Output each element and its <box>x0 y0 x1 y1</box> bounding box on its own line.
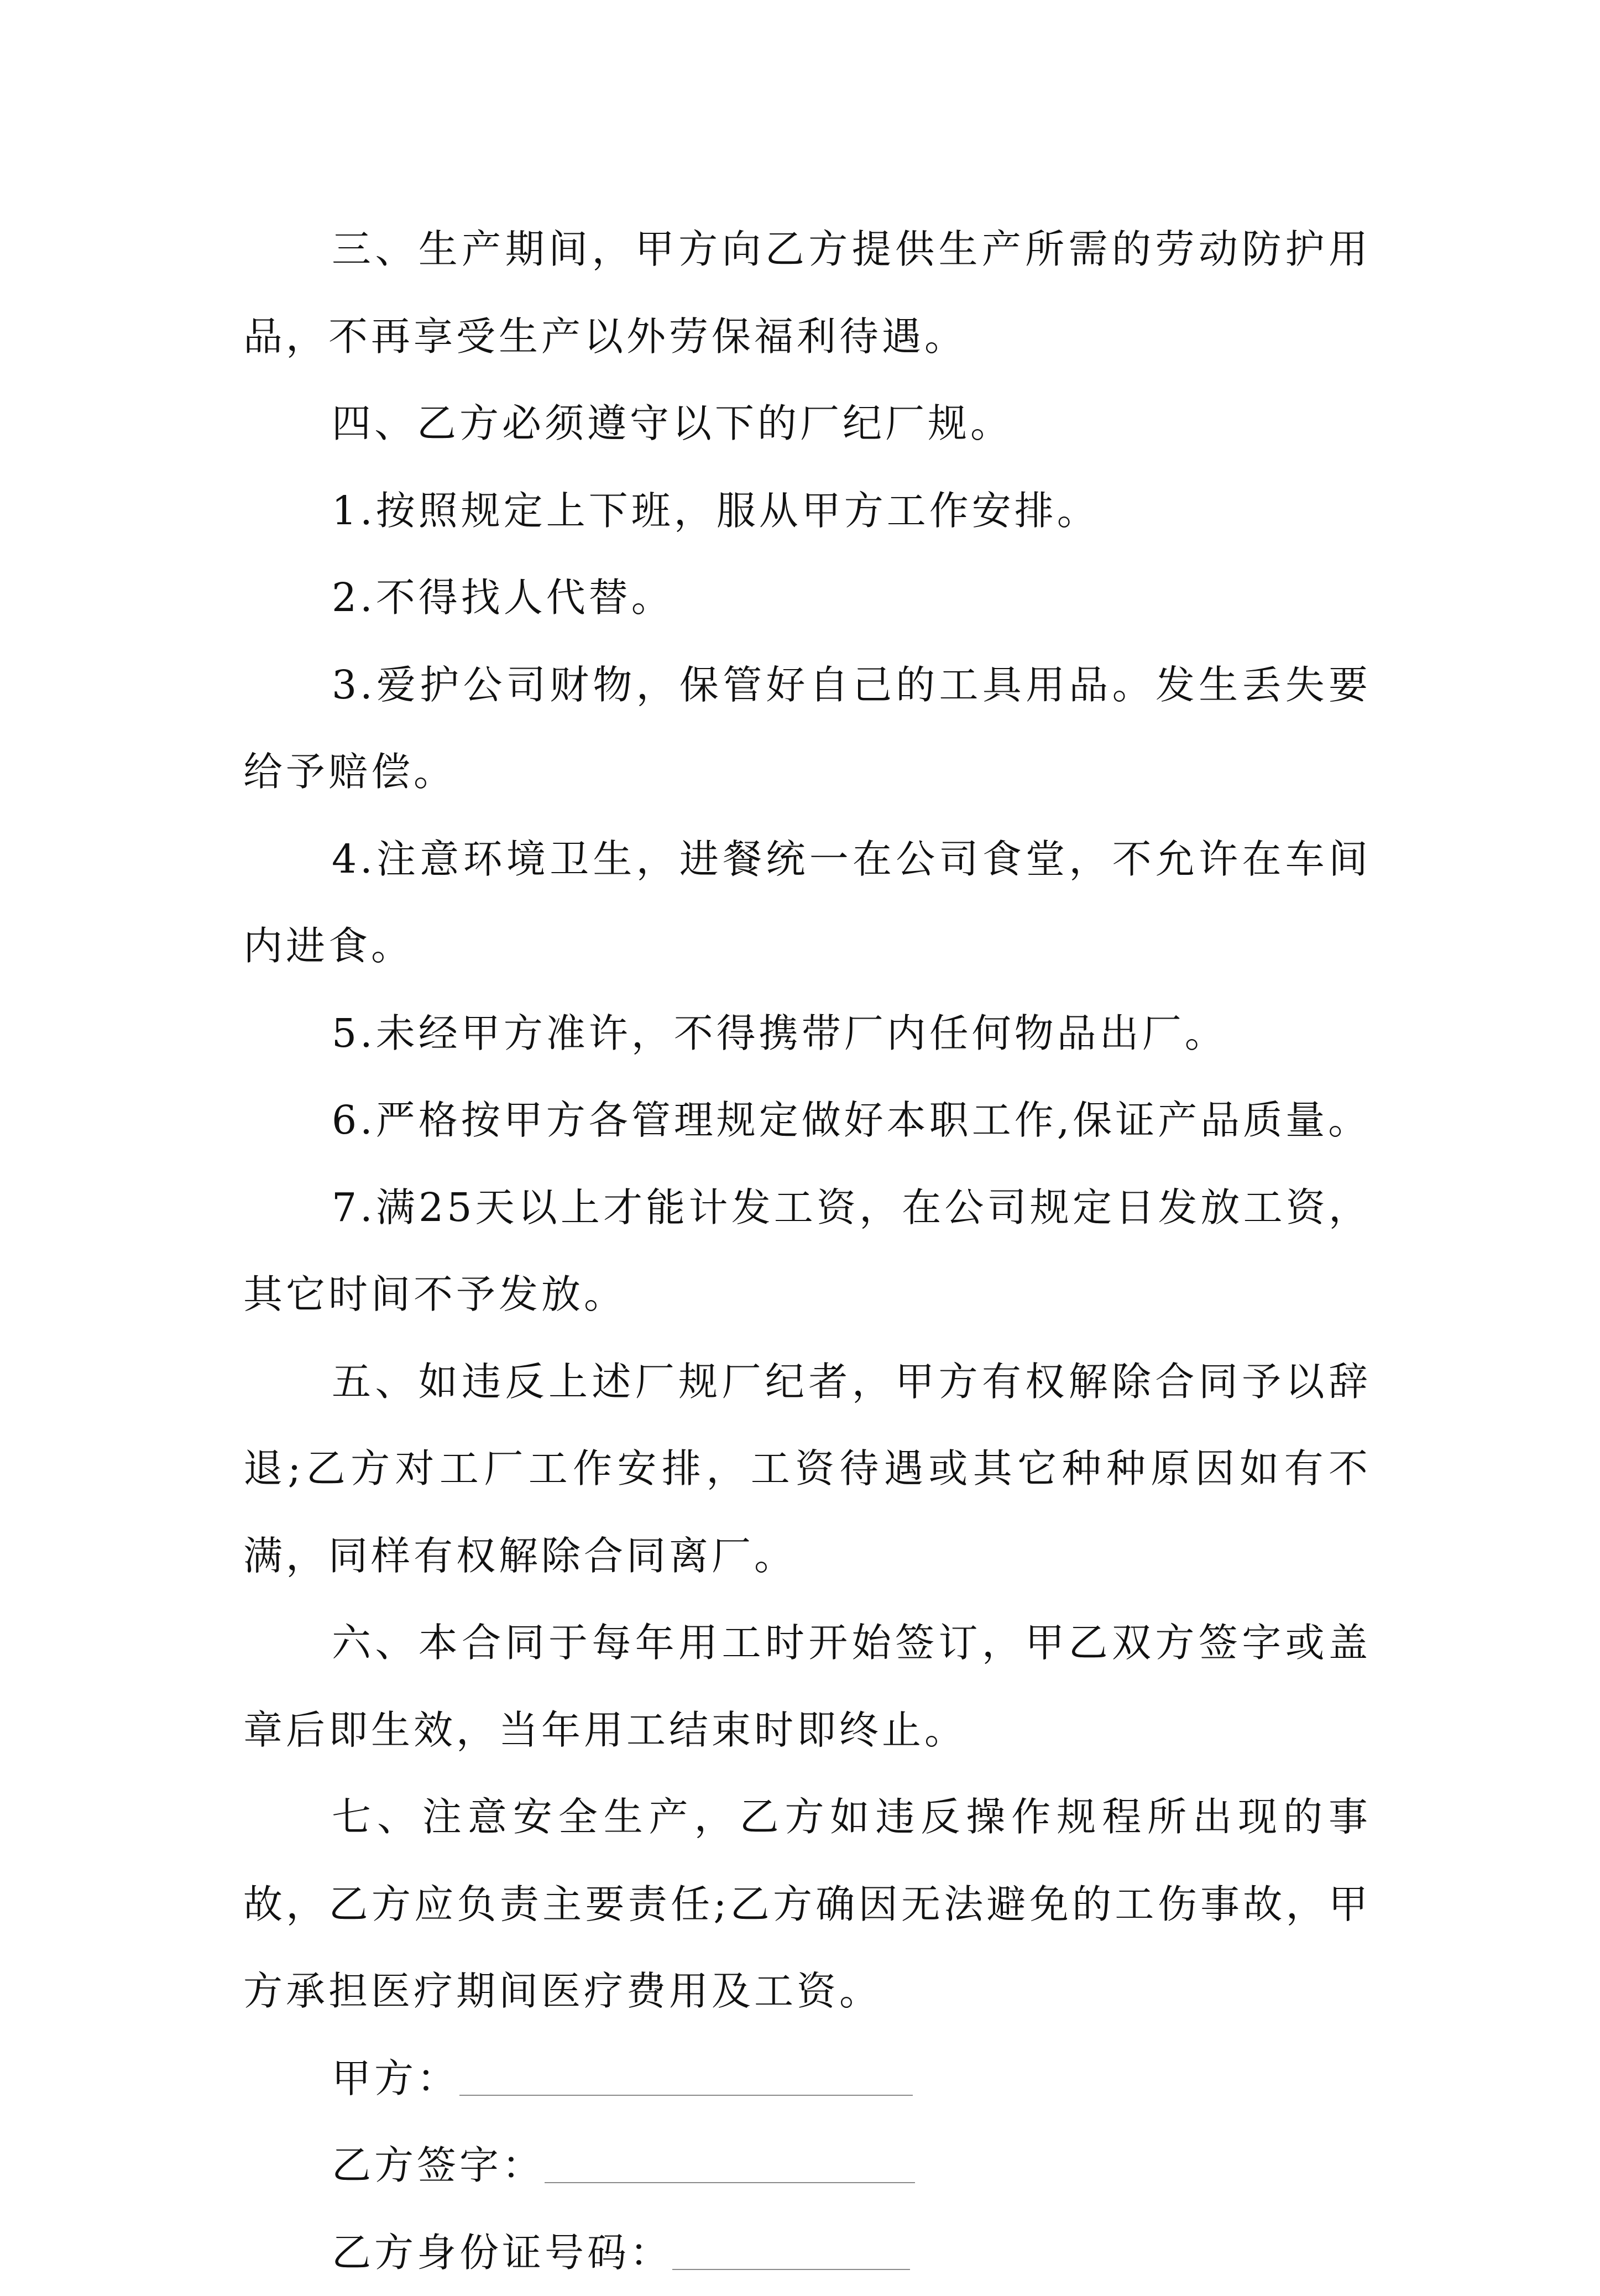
party-b-id-line <box>243 2209 1371 2296</box>
rule-4-hygiene: 4.注意环境卫生，进餐统一在公司食堂，不允许在车间内进食。 <box>243 816 1371 990</box>
rule-2-no-substitute: 2.不得找人代替。 <box>243 554 1371 641</box>
rule-5-no-items-out: 5.未经甲方准许，不得携带厂内任何物品出厂。 <box>243 990 1371 1077</box>
party-a-signature-line <box>243 2035 1371 2122</box>
clause-6-effective-period: 六、本合同于每年用工时开始签订，甲乙双方签字或盖章后即生效，当年用工结束时即终止。 <box>243 1599 1371 1773</box>
party-b-id-label: 乙方身份证号码： <box>332 2209 672 2296</box>
contract-body <box>243 206 1371 2296</box>
rule-6-job-quality: 6.严格按甲方各管理规定做好本职工作,保证产品质量。 <box>243 1077 1371 1164</box>
party-a-blank <box>459 2095 913 2096</box>
party-b-signature-blank <box>545 2182 915 2183</box>
clause-7-safety: 七、注意安全生产，乙方如违反操作规程所出现的事故，乙方应负责主要责任;乙方确因无法避免的工伤事故，甲方承担医疗期间医疗费用及工资。 <box>243 1773 1371 2035</box>
party-b-id-blank <box>672 2269 910 2270</box>
rule-3-company-property: 3.爱护公司财物，保管好自己的工具用品。发生丢失要给予赔偿。 <box>243 641 1371 816</box>
party-b-signature-label: 乙方签字： <box>332 2122 545 2209</box>
rule-1-work-hours: 1.按照规定上下班，服从甲方工作安排。 <box>243 467 1371 555</box>
clause-4-factory-rules: 四、乙方必须遵守以下的厂纪厂规。 <box>243 380 1371 467</box>
party-b-signature-line <box>243 2122 1371 2209</box>
clause-5-termination: 五、如违反上述厂规厂纪者，甲方有权解除合同予以辞退;乙方对工厂工作安排，工资待遇或其它种种原因如有不满，同样有权解除合同离厂。 <box>243 1338 1371 1600</box>
party-a-label: 甲方： <box>332 2035 459 2122</box>
rule-7-wages: 7.满25天以上才能计发工资，在公司规定日发放工资，其它时间不予发放。 <box>243 1164 1371 1338</box>
clause-3-labor-protection: 三、生产期间，甲方向乙方提供生产所需的劳动防护用品，不再享受生产以外劳保福利待遇。 <box>243 206 1371 380</box>
